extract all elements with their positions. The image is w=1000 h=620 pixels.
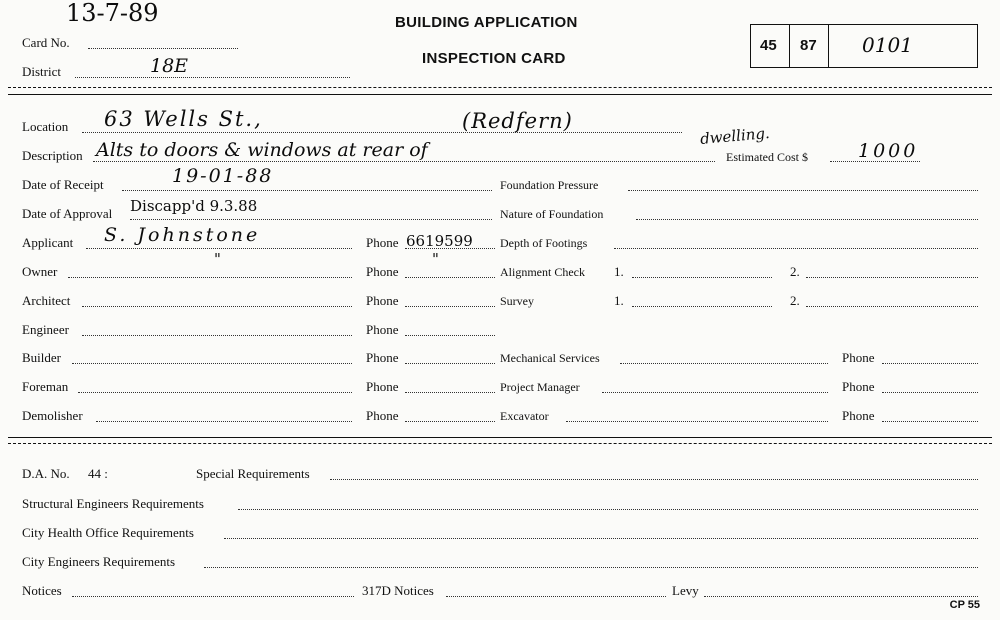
- architect-phone-label: Phone: [366, 293, 399, 308]
- foreman-label: Foreman: [22, 379, 69, 394]
- survey-field-1[interactable]: [632, 306, 772, 307]
- builder-phone-label: Phone: [366, 350, 399, 365]
- applicant-phone-value: 6619599: [406, 232, 473, 250]
- form-title-line2: INSPECTION CARD: [422, 50, 566, 67]
- project-manager-phone-label: Phone: [842, 379, 875, 394]
- nature-foundation-label: Nature of Foundation: [500, 207, 604, 221]
- date-receipt-field[interactable]: [122, 190, 492, 191]
- mechanical-label: Mechanical Services: [500, 351, 600, 365]
- notices-317d-field[interactable]: [446, 596, 666, 597]
- owner-field[interactable]: [68, 277, 352, 278]
- middle-separator: [8, 443, 992, 444]
- owner-ditto: ": [214, 250, 221, 268]
- depth-footings-field[interactable]: [614, 248, 978, 249]
- demolisher-phone-field[interactable]: [405, 421, 495, 422]
- levy-field[interactable]: [704, 596, 978, 597]
- architect-label: Architect: [22, 293, 71, 308]
- health-requirements-field[interactable]: [224, 538, 978, 539]
- builder-label: Builder: [22, 350, 61, 365]
- location-value: 63 Wells St.,: [104, 107, 263, 131]
- applicant-label: Applicant: [22, 235, 74, 250]
- owner-label: Owner: [22, 264, 58, 279]
- handwritten-date: 13-7-89: [66, 0, 159, 27]
- date-receipt-label: Date of Receipt: [22, 177, 104, 192]
- form-code: CP 55: [949, 599, 980, 611]
- da-no-label: D.A. No.: [22, 466, 70, 481]
- middle-separator-line: [8, 437, 992, 438]
- mechanical-phone-field[interactable]: [882, 363, 978, 364]
- foreman-field[interactable]: [78, 392, 352, 393]
- alignment-two-label: 2.: [790, 264, 800, 279]
- form-title-line1: BUILDING APPLICATION: [395, 14, 578, 31]
- card-number-box-3-text: 0101: [862, 33, 913, 57]
- depth-footings-label: Depth of Footings: [500, 236, 588, 250]
- card-no-label: Card No.: [22, 35, 70, 50]
- project-manager-field[interactable]: [602, 392, 828, 393]
- foreman-phone-field[interactable]: [405, 392, 495, 393]
- estimated-cost-label: Estimated Cost $: [726, 150, 808, 164]
- nature-foundation-field[interactable]: [636, 219, 978, 220]
- date-approval-value: Discapp'd 9.3.88: [130, 197, 258, 215]
- excavator-field[interactable]: [566, 421, 828, 422]
- da-no-value: 44 :: [88, 466, 108, 481]
- notices-field[interactable]: [72, 596, 354, 597]
- survey-two-label: 2.: [790, 293, 800, 308]
- structural-requirements-field[interactable]: [238, 509, 978, 510]
- location-suburb: (Redfern): [462, 109, 573, 133]
- architect-phone-field[interactable]: [405, 306, 495, 307]
- alignment-check-field-1[interactable]: [632, 277, 772, 278]
- excavator-phone-field[interactable]: [882, 421, 978, 422]
- notices-317d-label: 317D Notices: [362, 583, 434, 598]
- location-label: Location: [22, 119, 69, 134]
- builder-field[interactable]: [72, 363, 352, 364]
- top-separator-line: [8, 94, 992, 95]
- district-field[interactable]: [75, 77, 350, 78]
- date-approval-field[interactable]: [130, 219, 492, 220]
- card-number-box-1-text: 45: [760, 37, 777, 54]
- applicant-phone-label: Phone: [366, 235, 399, 250]
- engineer-label: Engineer: [22, 322, 69, 337]
- builder-phone-field[interactable]: [405, 363, 495, 364]
- description-extra: dwelling.: [699, 123, 771, 149]
- description-value: Alts to doors & windows at rear of: [96, 139, 428, 161]
- special-requirements-label: Special Requirements: [196, 466, 310, 481]
- description-field[interactable]: [93, 161, 715, 162]
- foundation-pressure-field[interactable]: [628, 190, 978, 191]
- health-requirements-label: City Health Office Requirements: [22, 525, 194, 540]
- demolisher-field[interactable]: [96, 421, 352, 422]
- alignment-check-label: Alignment Check: [500, 265, 585, 279]
- top-separator: [8, 87, 992, 88]
- owner-phone-ditto: ": [432, 250, 439, 268]
- special-requirements-field[interactable]: [330, 479, 978, 480]
- project-manager-label: Project Manager: [500, 380, 580, 394]
- demolisher-label: Demolisher: [22, 408, 83, 423]
- survey-label: Survey: [500, 294, 534, 308]
- demolisher-phone-label: Phone: [366, 408, 399, 423]
- project-manager-phone-field[interactable]: [882, 392, 978, 393]
- district-label: District: [22, 64, 61, 79]
- survey-one-label: 1.: [614, 293, 624, 308]
- mechanical-field[interactable]: [620, 363, 828, 364]
- structural-requirements-label: Structural Engineers Requirements: [22, 496, 204, 511]
- card-number-box-2-text: 87: [800, 37, 817, 54]
- foundation-pressure-label: Foundation Pressure: [500, 178, 599, 192]
- date-receipt-value: 19-01-88: [172, 165, 274, 187]
- survey-field-2[interactable]: [806, 306, 978, 307]
- alignment-one-label: 1.: [614, 264, 624, 279]
- engineer-field[interactable]: [82, 335, 352, 336]
- card-no-field[interactable]: [88, 48, 238, 49]
- date-approval-label: Date of Approval: [22, 206, 113, 221]
- city-engineers-requirements-label: City Engineers Requirements: [22, 554, 176, 569]
- mechanical-phone-label: Phone: [842, 350, 875, 365]
- excavator-phone-label: Phone: [842, 408, 875, 423]
- applicant-value: S. Johnstone: [104, 224, 261, 246]
- alignment-check-field-2[interactable]: [806, 277, 978, 278]
- notices-label: Notices: [22, 583, 62, 598]
- city-engineers-requirements-field[interactable]: [204, 567, 978, 568]
- engineer-phone-field[interactable]: [405, 335, 495, 336]
- estimated-cost-value: 1000: [858, 140, 919, 162]
- foreman-phone-label: Phone: [366, 379, 399, 394]
- excavator-label: Excavator: [500, 409, 549, 423]
- owner-phone-label: Phone: [366, 264, 399, 279]
- owner-phone-field[interactable]: [405, 277, 495, 278]
- description-label: Description: [22, 148, 83, 163]
- engineer-phone-label: Phone: [366, 322, 399, 337]
- district-value: 18E: [150, 55, 189, 77]
- location-field[interactable]: [82, 132, 682, 133]
- levy-label: Levy: [672, 583, 699, 598]
- architect-field[interactable]: [82, 306, 352, 307]
